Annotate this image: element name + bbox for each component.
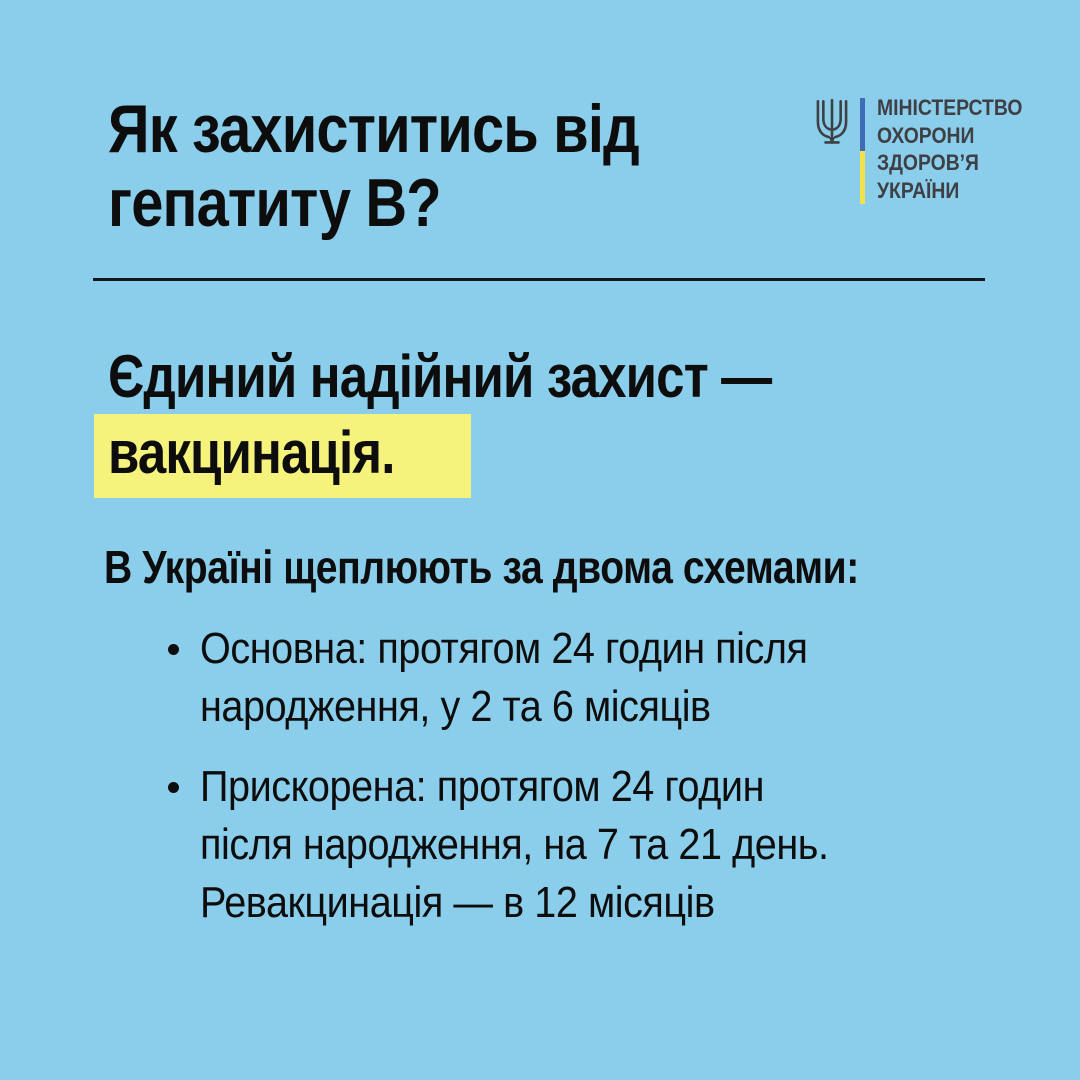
- schemes-section: [104, 542, 992, 954]
- bullet-line: Основна: протягом 24 годин після: [200, 624, 808, 673]
- schemes-heading: [104, 542, 992, 592]
- ministry-logo: [812, 94, 1042, 204]
- highlight-text: вакцинація.: [108, 419, 395, 486]
- ministry-name-line: ОХОРОНИ: [877, 122, 975, 148]
- highlight-box: [94, 414, 471, 498]
- ministry-name: [877, 94, 1042, 204]
- title-line-2: гепатиту В?: [108, 165, 441, 241]
- bullet-line: Ревакцинація — в 12 місяців: [200, 878, 715, 927]
- flag-bar-yellow: [860, 151, 865, 204]
- flag-bar: [860, 98, 865, 204]
- subtitle-text: Єдиний надійний захист —: [108, 343, 772, 410]
- bullet-text-primary-scheme: [200, 620, 875, 736]
- list-item: [104, 620, 992, 736]
- flag-bar-blue: [860, 98, 865, 151]
- ministry-name-line: УКРАЇНИ: [877, 177, 960, 203]
- bullet-icon: [168, 644, 179, 655]
- list-item: [104, 758, 992, 932]
- schemes-heading-text: В Україні щеплюють за двома схемами:: [104, 541, 859, 593]
- title-line-1: Як захиститись від: [108, 91, 639, 167]
- bullet-line: Прискорена: протягом 24 годин: [200, 762, 765, 811]
- bullet-line: після народження, на 7 та 21 день.: [200, 820, 829, 869]
- trident-icon: [812, 98, 852, 155]
- ministry-name-line: МІНІСТЕРСТВО: [877, 95, 1023, 120]
- divider-line: [93, 278, 985, 281]
- bullet-text-accelerated-scheme: [200, 758, 898, 932]
- ministry-name-line: ЗДОРОВ’Я: [877, 150, 979, 175]
- subtitle: [94, 344, 888, 498]
- bullet-list: [104, 620, 992, 932]
- bullet-line: народження, у 2 та 6 місяців: [200, 682, 711, 731]
- bullet-icon: [168, 782, 179, 793]
- page-title: [108, 92, 733, 240]
